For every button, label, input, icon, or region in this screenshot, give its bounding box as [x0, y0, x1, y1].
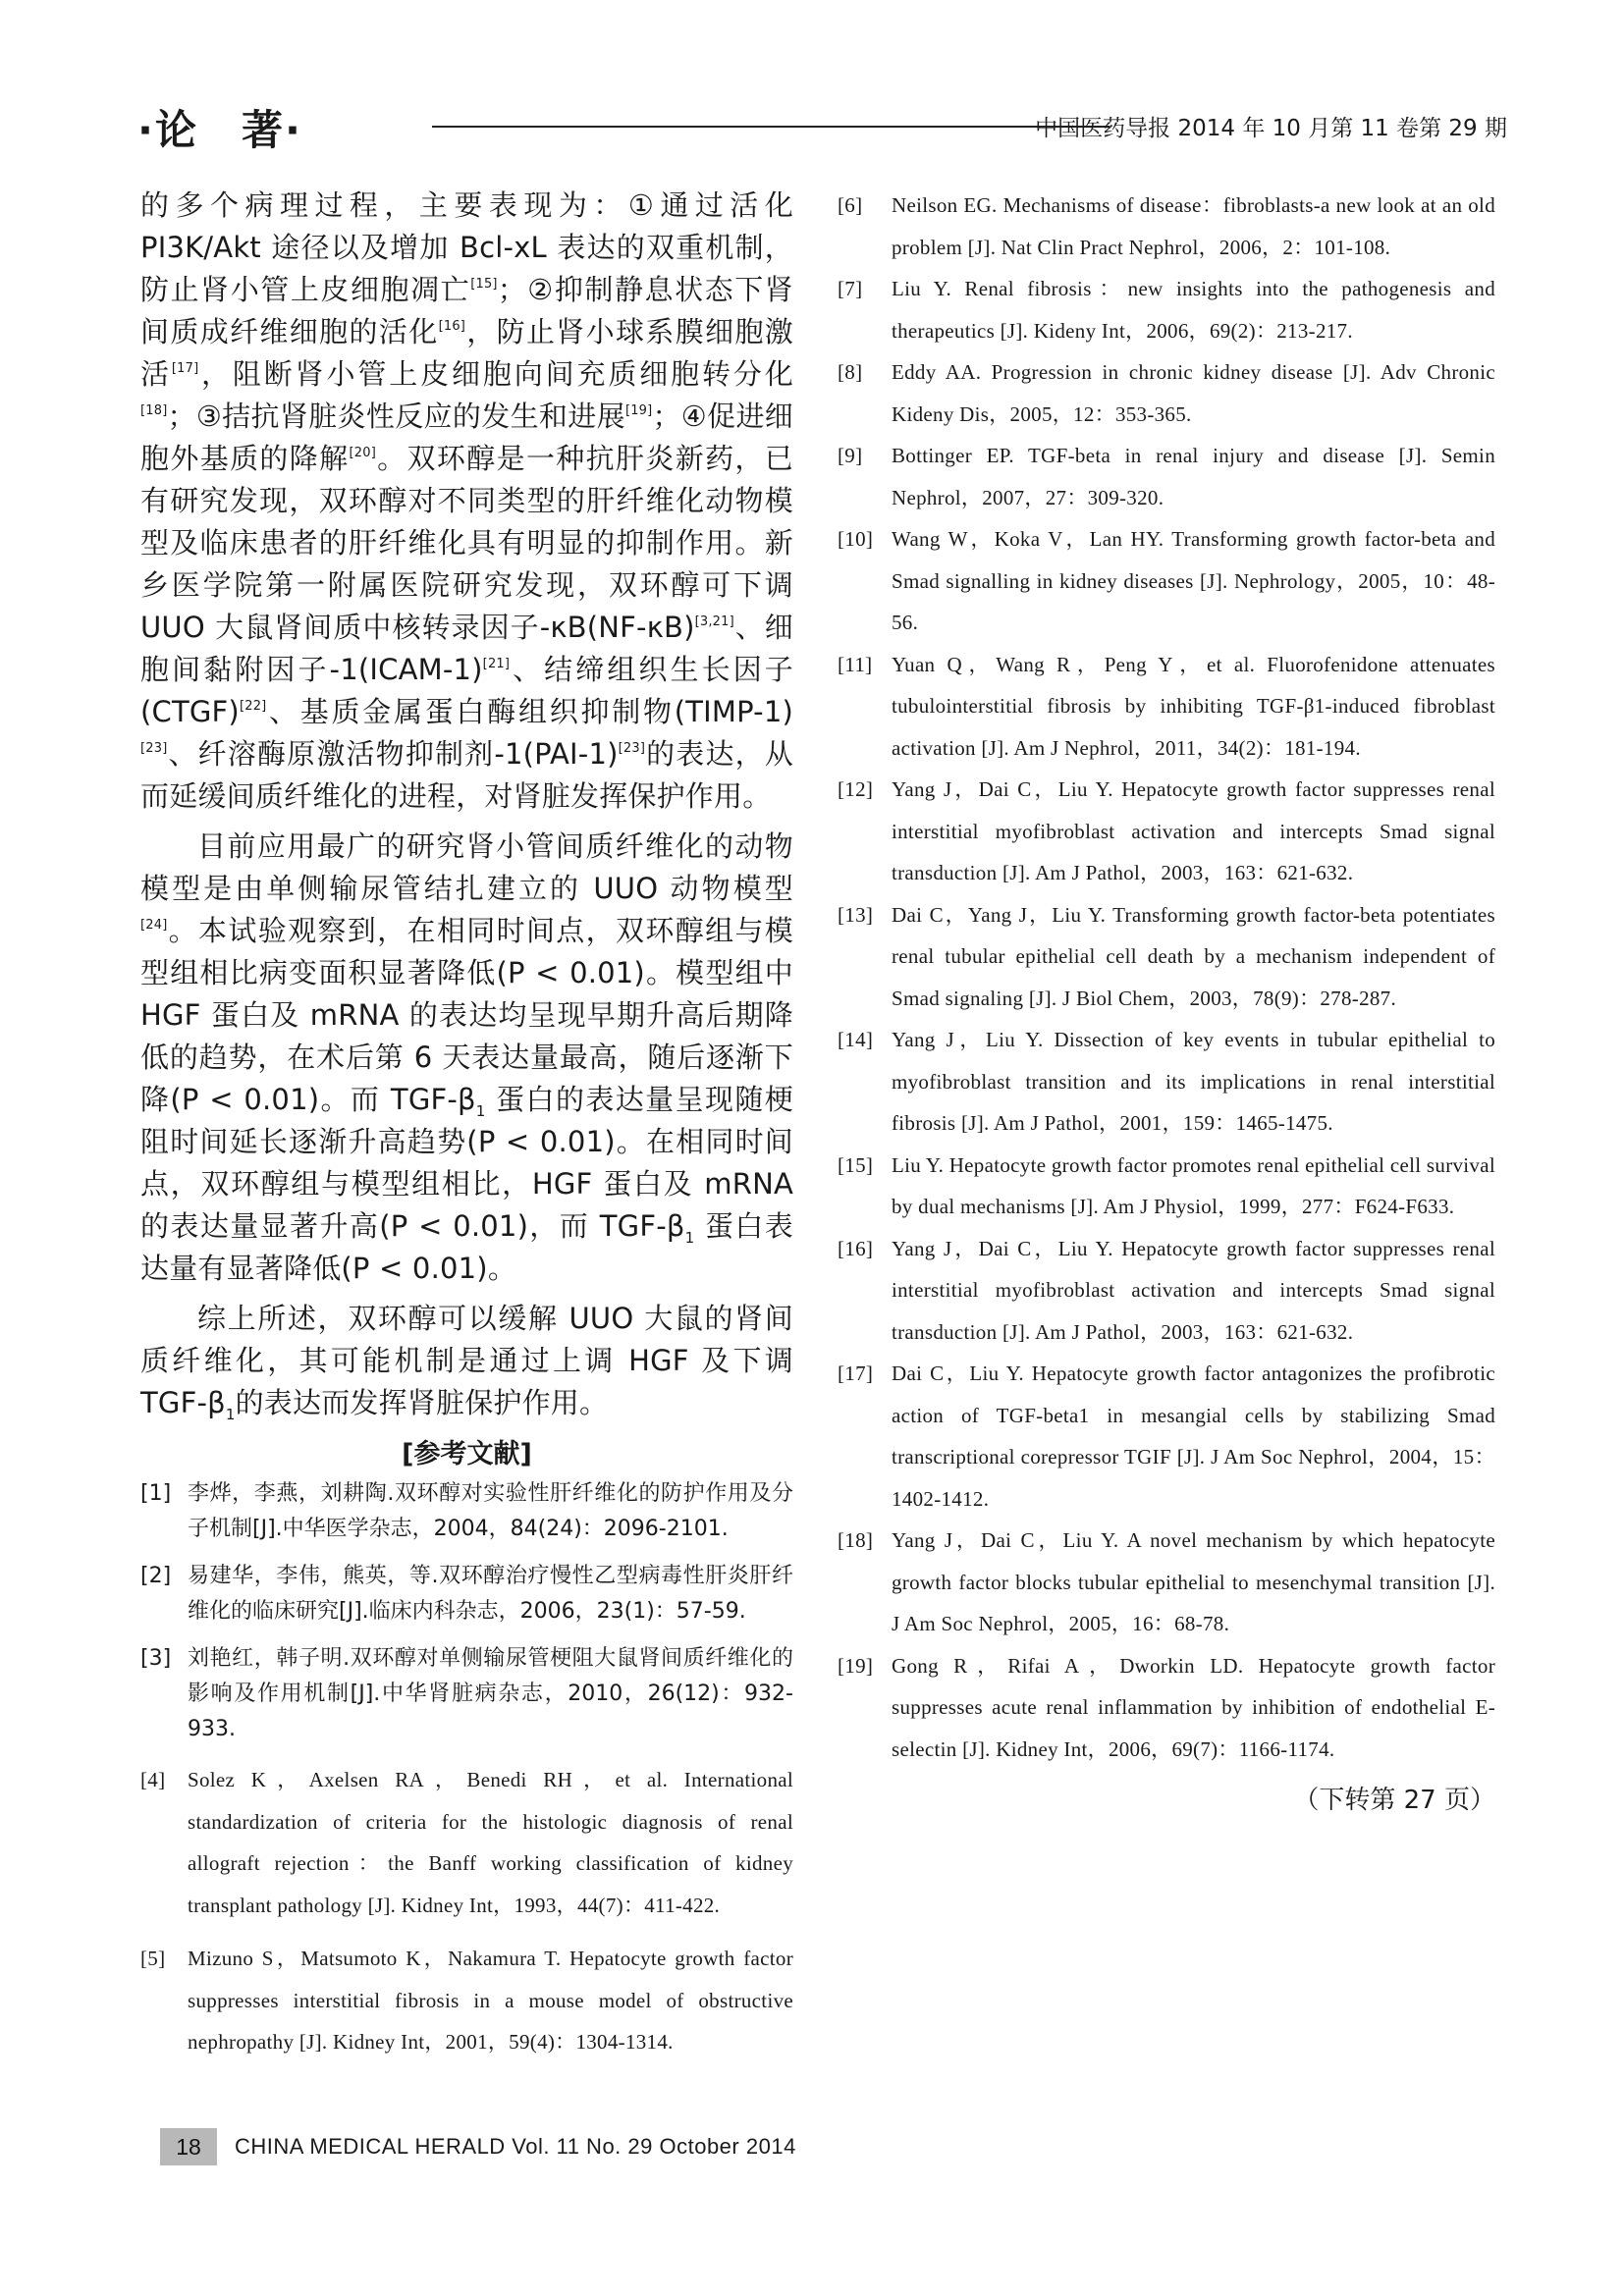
reference-number: [19] [838, 1653, 874, 1678]
text-run: 。双环醇是一种抗肝炎新药，已有研究发现，双环醇对不同类型的肝纤维化动物模型及临床患者的肝纤维化具有明显的抑制作用。新乡医学院第一附属医院研究发现，双环醇可下调 UUO 大鼠肾间质中核转录因子-κB(NF-κB) [140, 442, 793, 644]
subscript: 1 [475, 1101, 486, 1120]
reference-number: [1] [140, 1481, 172, 1506]
reference-text: Dai C，Liu Y. Hepatocyte growth factor antagonizes the profibrotic action of TGF-beta1 in mesangial cells by stabilizing Smad transcriptional corepressor TGIF [J]. J Am Soc Nephrol，2004，15：1402-1412. [892, 1362, 1495, 1511]
reference-text: Dai C，Yang J，Liu Y. Transforming growth factor-beta potentiates renal tubular epithelial cell death by a mechanism independent of Smad signaling [J]. J Biol Chem，2003，78(9)：278-287. [892, 902, 1495, 1010]
text-run: ；④促进细胞外基质的降解 [140, 400, 793, 475]
reference-text: Yang J，Dai C，Liu Y. A novel mechanism by which hepatocyte growth factor blocks tubular epithelial to mesenchymal transition [J]. J Am Soc Nephrol，2005，16：68-78. [892, 1528, 1495, 1635]
text-run: 、纤溶酶原激活物抑制剂-1(PAI-1) [167, 737, 619, 771]
reference-text: Solez K，Axelsen RA，Benedi RH，et al. International standardization of criteria for the histologic diagnosis of renal allograft rejection：the Banff working classification of kidney transplant pathology [J]. Kidney Int，1993，44(7)：411-422. [188, 1768, 793, 1917]
reference-number: [5] [140, 1947, 166, 1970]
citation: [22] [239, 699, 267, 714]
right-column [838, 185, 1495, 1816]
citation: [19] [624, 403, 653, 418]
reference-text: Neilson EG. Mechanisms of disease：fibroblasts-a new look at an old problem [J]. Nat Clin Pract Nephrol，2006，2：101-108. [892, 193, 1495, 259]
reference-number: [2] [140, 1564, 172, 1588]
header-rule [432, 126, 1110, 128]
reference-number: [17] [838, 1362, 874, 1385]
page-number: 18 [160, 2128, 217, 2165]
left-column [140, 185, 793, 2075]
reference-list-left [140, 1476, 793, 2063]
reference-number: [18] [838, 1528, 874, 1552]
body-paragraph-2 [140, 826, 793, 1290]
reference-number: [12] [838, 777, 874, 801]
text-run: 综上所述，双环醇可以缓解 UUO 大鼠的肾间质纤维化，其可能机制是通过上调 HGF 及下调 TGF-β [140, 1302, 793, 1419]
body-paragraph-3 [140, 1298, 793, 1424]
text-run: ，阻断肾小管上皮细胞向间充质细胞转分化 [198, 357, 793, 391]
text-run: 的多个病理过程，主要表现为：①通过活化 PI3K/Akt 途径以及增加 Bcl-xL 表达的双重机制，防止肾小管上皮细胞凋亡 [140, 188, 793, 306]
text-run: 的表达而发挥肾脏保护作用。 [235, 1386, 609, 1419]
reference-item [838, 1019, 1495, 1145]
reference-item [838, 1145, 1495, 1228]
text-run: 、基质金属蛋白酶组织抑制物(TIMP-1) [266, 695, 793, 728]
text-run: 、结缔组织生长因子(CTGF) [140, 653, 793, 728]
subscript: 1 [225, 1405, 236, 1423]
page-header [137, 98, 1507, 157]
reference-item [838, 351, 1495, 435]
reference-text: 李烨，李燕，刘耕陶.双环醇对实验性肝纤维化的防护作用及分子机制[J].中华医学杂志，2004，84(24)：2096-2101. [188, 1481, 793, 1541]
reference-item [838, 1228, 1495, 1354]
citation: [18] [140, 403, 168, 418]
reference-item [140, 1559, 793, 1629]
reference-text: Eddy AA. Progression in chronic kidney disease [J]. Adv Chronic Kideny Dis，2005，12：353-365. [892, 360, 1495, 426]
reference-text: Bottinger EP. TGF-beta in renal injury and disease [J]. Semin Nephrol，2007，27：309-320. [892, 444, 1495, 509]
citation: [16] [438, 319, 466, 334]
reference-number: [9] [838, 444, 863, 467]
reference-text: Yang J，Liu Y. Dissection of key events in tubular epithelial to myofibroblast transition and its implications in renal interstitial fibrosis [J]. Am J Pathol，2001，159：1465-1475. [892, 1028, 1495, 1135]
reference-number: [6] [838, 193, 863, 217]
reference-text: Yang J，Dai C，Liu Y. Hepatocyte growth factor suppresses renal interstitial myofibroblast activation and intercepts Smad signal transduction [J]. Am J Pathol，2003，163：621-632. [892, 777, 1495, 884]
continued-note: （下转第 27 页） [1293, 1786, 1495, 1815]
reference-item [140, 1641, 793, 1747]
reference-item [838, 769, 1495, 894]
reference-item [838, 1520, 1495, 1645]
text-run: 蛋白表达量有显著降低(P < 0.01)。 [140, 1209, 793, 1285]
text-run: 目前应用最广的研究肾小管间质纤维化的动物模型是由单侧输尿管结扎建立的 UUO 动物模型 [140, 829, 793, 905]
reference-number: [10] [838, 527, 874, 551]
text-run: 蛋白的表达量呈现随梗阻时间延长逐渐升高趋势(P < 0.01)。在相同时间点，双环醇组与模型组相比，HGF 蛋白及 mRNA 的表达量显著升高(P < 0.01)，而 TGF-β [140, 1083, 794, 1243]
reference-item [838, 435, 1495, 518]
citation: [17] [171, 361, 199, 376]
text-run: 、细胞间黏附因子-1(ICAM-1) [140, 611, 793, 686]
reference-number: [3] [140, 1646, 172, 1671]
reference-number: [8] [838, 360, 863, 384]
reference-number: [13] [838, 902, 874, 927]
page-footer [160, 2128, 1014, 2169]
reference-number: [14] [838, 1028, 874, 1051]
subscript: 1 [684, 1228, 695, 1247]
reference-number: [7] [838, 277, 863, 300]
citation: [20] [349, 446, 376, 460]
reference-text: Yuan Q，Wang R，Peng Y，et al. Fluorofenidone attenuates tubulointerstitial fibrosis by inhibiting TGF-β1-induced fibroblast activation [J]. Am J Nephrol，2011，34(2)：181-194. [892, 652, 1495, 760]
text-run: ；②抑制静息状态下肾间质成纤维细胞的活化 [140, 273, 794, 348]
reference-text: Yang J，Dai C，Liu Y. Hepatocyte growth factor suppresses renal interstitial myofibroblast activation and intercepts Smad signal transduction [J]. Am J Pathol，2003，163：621-632. [892, 1236, 1495, 1344]
reference-item [838, 644, 1495, 770]
reference-item [838, 1645, 1495, 1771]
text-run: 的表达，从而延缓间质纤维化的进程，对肾脏发挥保护作用。 [140, 737, 793, 813]
reference-text: Wang W，Koka V，Lan HY. Transforming growth factor-beta and Smad signalling in kidney diseases [J]. Nephrology，2005，10：48-56. [892, 527, 1495, 634]
reference-item [838, 268, 1495, 351]
reference-text: 易建华，李伟，熊英，等.双环醇治疗慢性乙型病毒性肝炎肝纤维化的临床研究[J].临床内科杂志，2006，23(1)：57-59. [188, 1564, 793, 1624]
reference-number: [4] [140, 1768, 166, 1791]
citation: [23] [618, 741, 646, 756]
reference-text: Liu Y. Renal fibrosis：new insights into the pathogenesis and therapeutics [J]. Kideny Int，2006，69(2)：213-217. [892, 277, 1495, 343]
reference-list-right [838, 185, 1495, 1770]
reference-item [838, 894, 1495, 1020]
reference-item [838, 185, 1495, 268]
journal-info: 中国医药导报 2014 年 10 月第 11 卷第 29 期 [1035, 116, 1507, 141]
reference-number: [15] [838, 1152, 874, 1177]
text-run: ，防止肾小球系膜细胞激活 [140, 315, 793, 391]
reference-number: [11] [838, 652, 873, 676]
citation: [15] [470, 277, 498, 292]
text-run: 。本试验观察到，在相同时间点，双环醇组与模型组相比病变面积显著降低(P < 0.01)。模型组中 HGF 蛋白及 mRNA 的表达均呈现早期升高后期降低的趋势，在术后第 6 天表达量最高，随后逐渐下降(P < 0.01)。而 TGF-β [140, 914, 793, 1116]
footer-journal-line: CHINA MEDICAL HERALD Vol. 11 No. 29 October 2014 [235, 2134, 796, 2159]
reference-item [140, 1759, 793, 1926]
citation: [21] [482, 657, 511, 671]
section-label: ·论 著· [137, 106, 302, 154]
reference-number: [16] [838, 1236, 874, 1260]
body-paragraph-1 [140, 185, 793, 818]
reference-item [838, 1353, 1495, 1520]
citation: [23] [140, 741, 168, 756]
reference-item [140, 1938, 793, 2063]
reference-item [140, 1476, 793, 1547]
references-heading: [参考文献] [402, 1439, 532, 1469]
reference-item [838, 518, 1495, 644]
reference-text: Gong R，Rifai A，Dworkin LD. Hepatocyte growth factor suppresses acute renal inflammation by inhibition of endothelial E-selectin [J]. Kidney Int，2006，69(7)：1166-1174. [892, 1653, 1495, 1761]
reference-text: 刘艳红，韩子明.双环醇对单侧输尿管梗阻大鼠肾间质纤维化的影响及作用机制[J].中华肾脏病杂志，2010，26(12)：932-933. [188, 1646, 793, 1741]
citation: [24] [140, 918, 168, 933]
citation: [3,21] [694, 614, 734, 629]
reference-text: Mizuno S，Matsumoto K，Nakamura T. Hepatocyte growth factor suppresses interstitial fibrosis in a mouse model of obstructive nephropathy [J]. Kidney Int，2001，59(4)：1304-1314. [188, 1947, 793, 2054]
reference-text: Liu Y. Hepatocyte growth factor promotes renal epithelial cell survival by dual mechanisms [J]. Am J Physiol，1999，277：F624-F633. [892, 1152, 1495, 1218]
text-run: ；③拮抗肾脏炎性反应的发生和进展 [167, 400, 625, 433]
